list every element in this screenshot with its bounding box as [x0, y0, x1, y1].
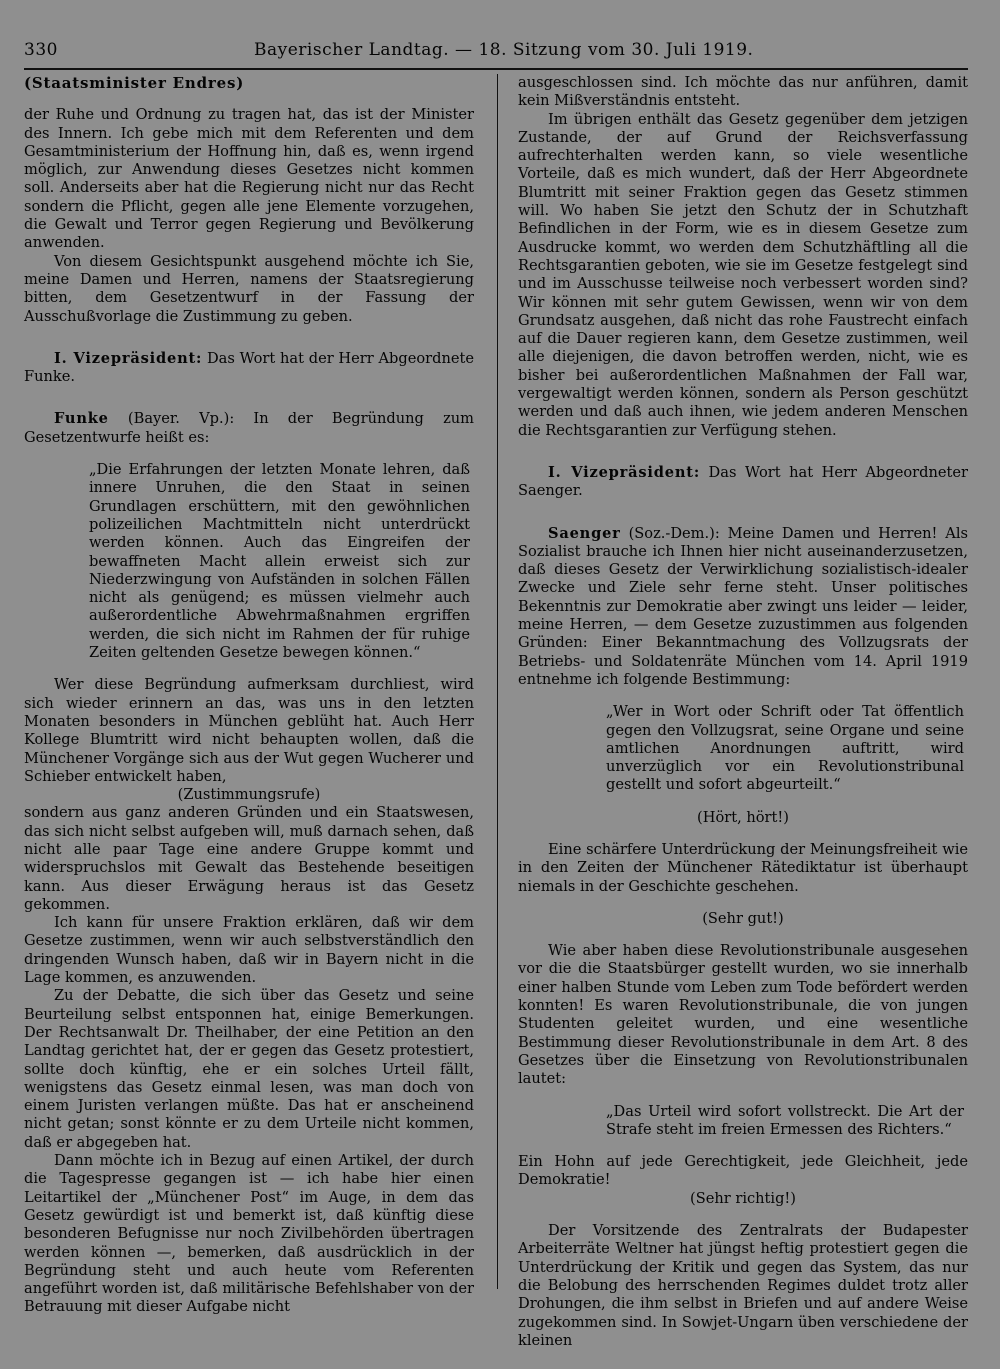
speaker-name: I. Vizepräsident: — [54, 349, 203, 367]
interjection: (Sehr richtig!) — [690, 1189, 796, 1207]
speaker-text: Das Wort hat Herr Abgeordneter Saenger. — [518, 463, 968, 500]
speaker-paragraph — [518, 525, 968, 690]
speaker-text: Das Wort hat der Herr Abgeordnete Funke. — [24, 349, 474, 386]
paragraph: Eine schärfere Unterdrückung der Meinungsfreiheit wie in den Zeiten der Münchener Rätediktatur ist überhaupt niemals in der Geschichte geschehen. — [518, 840, 968, 895]
page-header — [24, 36, 968, 70]
speaker-paragraph — [518, 464, 968, 501]
paragraph: Ein Hohn auf jede Gerechtigkeit, jede Gleichheit, jede Demokratie! — [518, 1153, 968, 1189]
paragraph: Wer diese Begründung aufmerksam durchliest, wird sich wieder erinnern an das, was uns in den letzten Monaten besonders in München geblüht hat. Auch Herr Kollege Blumtritt wird nicht behaupten wollen, daß die Münchener Vorgänge sich aus der Wut gegen Wucherer und Schieber entwickelt haben, — [24, 676, 474, 785]
speaker-name: Saenger — [548, 524, 621, 542]
paragraph: sondern aus ganz anderen Gründen und ein Staatswesen, das sich nicht selbst aufgeben will, muß darnach sehen, daß nicht alle paar Tage eine andere Gruppe kommt und widerspruchslos mit Gewalt das Bestehende beseitigen kann. Aus dieser Erwägung heraus ist das Gesetz gekommen. — [24, 804, 474, 913]
speaker-name: Funke — [54, 410, 109, 428]
minister-line: (Staatsminister Endres) — [24, 74, 245, 92]
interjection: (Sehr gut!) — [702, 909, 784, 927]
speaker-paragraph — [24, 350, 474, 387]
speaker-text: (Soz.-Dem.): Meine Damen und Herren! Als Sozialist brauche ich Ihnen hier nicht auseinanderzusetzen, daß dieses Gesetz der Verwirklichung sozialistisch-idealer Zwecke und Ziele sehr ferne steht. Unser politisches Bekenntnis zur Demokratie aber zwingt uns leider — leider, meine Herren, — dem Gesetze zuzustimmen aus folgenden Gründen: Einer Bekanntmachung des Vollzugsrats der Betriebs- und Soldatenräte München vom 14. April 1919 entnehme ich folgende Bestimmung: — [518, 524, 968, 688]
left-column — [24, 74, 474, 1316]
paragraph: Von diesem Gesichtspunkt ausgehend möchte ich Sie, meine Damen und Herren, namens der Staatsregierung bitten, dem Gesetzentwurf in der Fassung der Ausschußvorlage die Zustimmung zu geben. — [24, 252, 474, 325]
paragraph: Zu der Debatte, die sich über das Gesetz und seine Beurteilung selbst entsponnen hat, einige Bemerkungen. Der Rechtsanwalt Dr. Theilhaber, der eine Petition an den Landtag gerichtet hat, der er gegen das Gesetz protestiert, sollte doch künftig, ehe er ein solches Urteil fällt, wenigstens das Gesetz einmal lesen, was man doch von einem Juristen verlangen müßte. Das hat er anscheinend nicht getan; sonst könnte er zu dem Urteile nicht kommen, daß er abgegeben hat. — [24, 987, 474, 1151]
paragraph: Dann möchte ich in Bezug auf einen Artikel, der durch die Tagespresse gegangen ist — ich habe hier einen Leitartikel der „Münchener Post“ im Auge, in dem das Gesetz gewürdigt ist und bemerkt ist, daß künftig diese besonderen Befugnisse nur noch Zivilbehörden übertragen werden können —, bemerken, daß ausdrücklich in der Begründung steht und auch heute vom Referenten angeführt worden ist, daß militärische Befehlshaber von der Betrauung mit dieser Aufgabe nicht — [24, 1152, 474, 1316]
paragraph: Wie aber haben diese Revolutionstribunale ausgesehen vor die die Staatsbürger gestellt wurden, wo sie innerhalb einer halben Stunde vom Leben zum Tode befördert werden konnten! Es waren Revolutionstribunale, die von jungen Studenten geleitet wurden, und eine wesentliche Bestimmung dieser Revolutionstribunale in dem Art. 8 des Gesetzes über die Einsetzung von Revolutionstribunalen lautet: — [518, 942, 968, 1088]
quotation: „Das Urteil wird sofort vollstreckt. Die Art der Strafe steht im freien Ermessen des Richters.“ — [606, 1102, 964, 1138]
right-column — [518, 74, 968, 1349]
paragraph: Der Vorsitzende des Zentralrats der Budapester Arbeiterräte Weltner hat jüngst heftig protestiert gegen die Unterdrückung der Kritik und gegen das System, das nur die Belobung des herrschenden Regimes duldet trotz aller Drohungen, die ihm selbst in Briefen und auf andere Weise zugekommen sind. In Sowjet-Ungarn üben verschiedene der kleinen — [518, 1222, 968, 1349]
interjection: (Zustimmungsrufe) — [177, 786, 321, 804]
paragraph: Ich kann für unsere Fraktion erklären, daß wir dem Gesetze zustimmen, wenn wir auch selbstverständlich den dringenden Wunsch haben, daß wir in Bayern nicht in die Lage kommen, es anzuwenden. — [24, 914, 474, 987]
paragraph: Im übrigen enthält das Gesetz gegenüber dem jetzigen Zustande, der auf Grund der Reichsverfassung aufrechterhalten werden kann, so viele wesentliche Vorteile, daß es mich wundert, daß der Herr Abgeordnete Blumtritt mit seiner Fraktion gegen das Gesetz stimmen will. Wo haben Sie jetzt den Schutz der in Schutzhaft Befindlichen in der Form, wie es in diesem Gesetze zum Ausdrucke kommt, wo werden dem Schutzhäftling all die Rechtsgarantien geboten, wie sie im Gesetze festgelegt sind und im Ausschusse teilweise noch verbessert worden sind? Wir können mit sehr gutem Gewissen, wenn wir von dem Grundsatz ausgehen, daß nicht das rohe Faustrecht einfach auf die Dauer regieren kann, dem Gesetze zustimmen, weil alle diejenigen, die davon betroffen werden, nicht, wie es bisher bei außerordentlichen Maßnahmen der Fall war, vergewaltigt werden können, sondern als Person geschützt werden und daß auch ihnen, wie jedem anderen Menschen die Rechtsgarantien zur Verfügung stehen. — [518, 110, 968, 439]
header-rule — [24, 68, 968, 70]
speaker-name: I. Vizepräsident: — [548, 463, 701, 481]
paragraph: ausgeschlossen sind. Ich möchte das nur anführen, damit kein Mißverständnis entsteht. — [518, 74, 968, 110]
column-divider — [497, 74, 498, 1289]
speaker-text: (Bayer. Vp.): In der Begründung zum Gesetzentwurfe heißt es: — [24, 410, 474, 446]
paragraph: der Ruhe und Ordnung zu tragen hat, das ist der Minister des Innern. Ich gebe mich mit dem Referenten und dem Gesamtministerium der Hoffnung hin, daß es, wenn irgend möglich, zur Anwendung dieses Gesetzes nicht kommen soll. Anderseits aber hat die Regierung nicht nur das Recht sondern die Pflicht, gegen alle jene Elemente vorzugehen, die Gewalt und Terror gegen Regierung und Bevölkerung anwenden. — [24, 106, 474, 252]
quotation: „Die Erfahrungen der letzten Monate lehren, daß innere Unruhen, die den Staat in seinen Grundlagen erschüttern, mit den gewöhnlichen polizeilichen Machtmitteln nicht unterdrückt werden können. Auch das Eingreifen der bewaffneten Macht allein erweist sich zur Niederzwingung von Aufständen in solchen Fällen nicht als genügend; es müssen vielmehr auch außerordentliche Abwehrmaßnahmen ergriffen werden, die sich nicht im Rahmen der für ruhige Zeiten geltenden Gesetze bewegen können.“ — [89, 461, 470, 662]
running-title: Bayerischer Landtag. — 18. Sitzung vom 30. Juli 1919. — [254, 40, 754, 60]
page-number: 330 — [24, 40, 58, 60]
quotation: „Wer in Wort oder Schrift oder Tat öffentlich gegen den Vollzugsrat, seine Organe und seine amtlichen Anordnungen auftritt, wird unverzüglich vor ein Revolutionstribunal gestellt und sofort abgeurteilt.“ — [606, 703, 964, 794]
interjection: (Hört, hört!) — [697, 808, 789, 826]
speaker-paragraph — [24, 410, 474, 447]
